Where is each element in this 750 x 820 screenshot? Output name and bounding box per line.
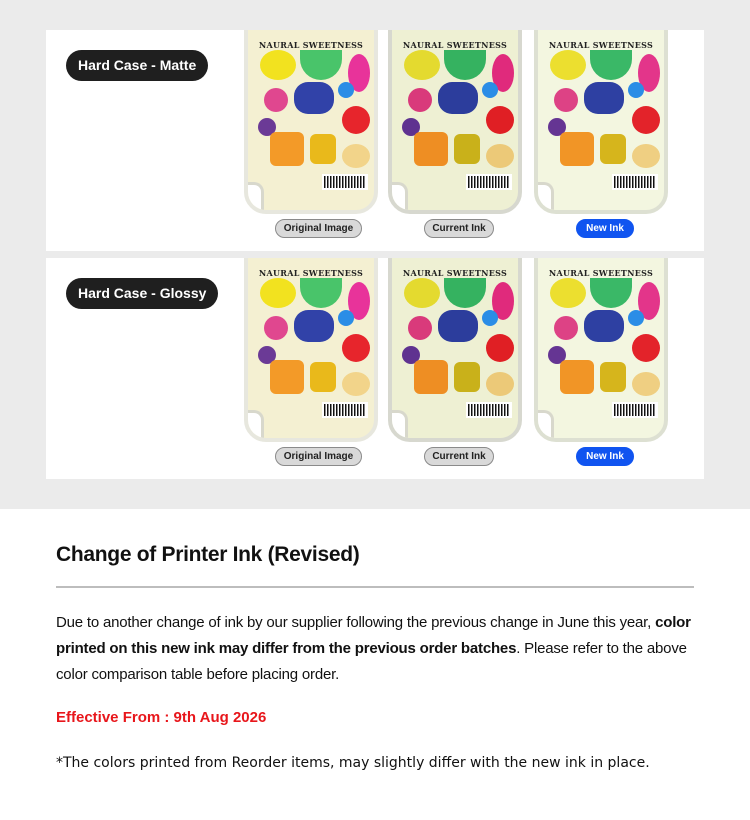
apple-sticker [632, 334, 660, 362]
watermelon-sticker [444, 278, 486, 308]
caption-current-ink: Current Ink [424, 447, 494, 466]
case-original-image [244, 30, 378, 214]
barcode-sticker [612, 402, 658, 418]
barcode-sticker [322, 174, 368, 190]
caption-new-ink: New Ink [576, 447, 634, 466]
case-current-ink [388, 30, 522, 214]
strawberry-sticker [264, 316, 288, 340]
effective-date: Effective From : 9th Aug 2026 [56, 709, 267, 726]
title-divider [56, 586, 694, 588]
cherry-sticker [294, 310, 334, 342]
banana-sticker [550, 278, 586, 308]
barcode-sticker [466, 174, 512, 190]
case-slot [248, 182, 264, 210]
barcode-sticker [466, 402, 512, 418]
banana-sticker [550, 50, 586, 80]
strawberry-sticker [554, 316, 578, 340]
orange-sticker [414, 360, 448, 394]
caption-new-ink: New Ink [576, 219, 634, 238]
reorder-footnote: *The colors printed from Reorder items, may slightly differ with the new ink in place. [56, 755, 650, 771]
badge-sticker [338, 82, 354, 98]
lemonade-sticker [486, 372, 514, 396]
lemon-sticker [600, 134, 626, 164]
apple-sticker [486, 334, 514, 362]
orange-sticker [560, 132, 594, 166]
banana-sticker [404, 50, 440, 80]
case-brand-text: NAURAL SWEETNESS [402, 268, 508, 278]
watermelon-sticker [590, 50, 632, 80]
orange-sticker [560, 360, 594, 394]
cherry-sticker [438, 310, 478, 342]
caption-original-image: Original Image [275, 219, 362, 238]
row-label-glossy: Hard Case - Glossy [66, 278, 218, 309]
case-new-ink [534, 258, 668, 442]
banana-sticker [260, 50, 296, 80]
case-slot [538, 182, 554, 210]
case-slot [392, 182, 408, 210]
notice-title: Change of Printer Ink (Revised) [56, 543, 360, 566]
badge-sticker [628, 82, 644, 98]
row-label-matte: Hard Case - Matte [66, 50, 208, 81]
lemon-sticker [600, 362, 626, 392]
case-slot [248, 410, 264, 438]
strawberry-sticker [264, 88, 288, 112]
orange-sticker [270, 132, 304, 166]
lemonade-sticker [632, 144, 660, 168]
badge-sticker [482, 310, 498, 326]
caption-original-image: Original Image [275, 447, 362, 466]
watermelon-sticker [444, 50, 486, 80]
barcode-sticker [612, 174, 658, 190]
apple-sticker [486, 106, 514, 134]
lemonade-sticker [342, 372, 370, 396]
case-brand-text: NAURAL SWEETNESS [402, 40, 508, 50]
badge-sticker [482, 82, 498, 98]
cherry-sticker [438, 82, 478, 114]
badge-sticker [628, 310, 644, 326]
strawberry-sticker [554, 88, 578, 112]
strawberry-sticker [408, 316, 432, 340]
notice-body-intro: Due to another change of ink by our supplier following the previous change in June this year, [56, 614, 656, 631]
cherry-sticker [294, 82, 334, 114]
apple-sticker [342, 106, 370, 134]
case-new-ink [534, 30, 668, 214]
lemonade-sticker [486, 144, 514, 168]
banana-sticker [404, 278, 440, 308]
lemonade-sticker [632, 372, 660, 396]
notice-body [56, 610, 701, 688]
barcode-sticker [322, 402, 368, 418]
case-brand-text: NAURAL SWEETNESS [548, 40, 654, 50]
case-brand-text: NAURAL SWEETNESS [548, 268, 654, 278]
cherry-sticker [584, 82, 624, 114]
case-slot [392, 410, 408, 438]
badge-sticker [338, 310, 354, 326]
lemon-sticker [310, 134, 336, 164]
apple-sticker [342, 334, 370, 362]
comparison-row-matte [46, 30, 704, 251]
case-slot [538, 410, 554, 438]
caption-current-ink: Current Ink [424, 219, 494, 238]
cherry-sticker [584, 310, 624, 342]
case-current-ink [388, 258, 522, 442]
banana-sticker [260, 278, 296, 308]
watermelon-sticker [300, 278, 342, 308]
orange-sticker [414, 132, 448, 166]
lemon-sticker [454, 362, 480, 392]
case-brand-text: NAURAL SWEETNESS [258, 40, 364, 50]
watermelon-sticker [590, 278, 632, 308]
comparison-row-glossy [46, 258, 704, 479]
lemonade-sticker [342, 144, 370, 168]
lemon-sticker [310, 362, 336, 392]
lemon-sticker [454, 134, 480, 164]
case-brand-text: NAURAL SWEETNESS [258, 268, 364, 278]
orange-sticker [270, 360, 304, 394]
watermelon-sticker [300, 50, 342, 80]
strawberry-sticker [408, 88, 432, 112]
case-original-image [244, 258, 378, 442]
notice-body-outro: . Please refer to the above color comparison table before placing order. [56, 640, 687, 683]
notice-body-emphasis: color printed on this new ink may differ from the previous order batches [56, 614, 691, 657]
apple-sticker [632, 106, 660, 134]
